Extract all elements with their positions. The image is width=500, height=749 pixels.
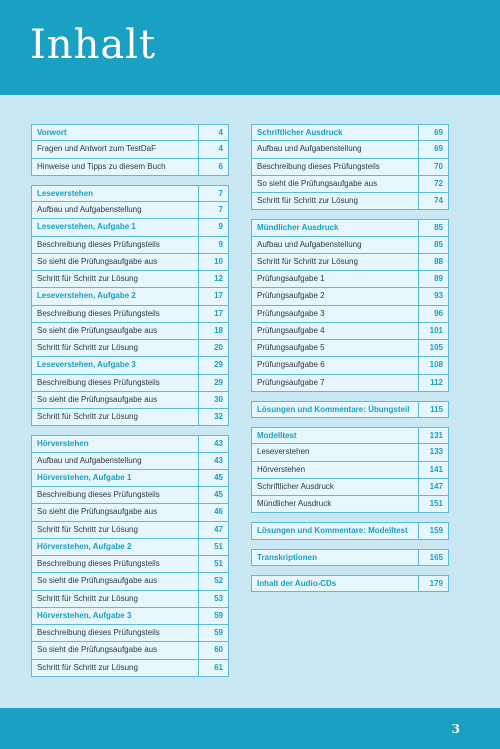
toc-page-number: 108 [418,357,449,373]
toc-page-number: 85 [418,220,449,235]
toc-entry-title: Hörverstehen, Aufgabe 2 [31,539,198,555]
toc-right-column [251,124,449,601]
toc-entry-row[interactable] [31,237,229,254]
toc-entry-title: Schriftlicher Ausdruck [251,479,418,495]
toc-entry-title: Schritt für Schritt zur Lösung [251,193,418,209]
toc-heading-row[interactable] [31,435,229,452]
toc-heading-row[interactable] [31,539,229,556]
toc-page-number: 165 [418,550,449,565]
toc-entry-title: Prüfungsaufgabe 2 [251,288,418,304]
toc-entry-row[interactable] [251,462,449,479]
toc-entry-row[interactable] [31,375,229,392]
toc-entry-title: Schritt für Schritt zur Lösung [31,522,198,538]
toc-entry-row[interactable] [251,193,449,210]
toc-page-number: 10 [198,254,229,270]
toc-page-number: 45 [198,470,229,486]
toc-section [251,522,449,539]
toc-entry-title: Vorwort [31,125,198,140]
toc-entry-title: Schritt für Schritt zur Lösung [31,340,198,356]
toc-page-number: 179 [418,576,449,591]
toc-page-number: 9 [198,237,229,253]
toc-entry-title: Leseverstehen, Aufgabe 2 [31,288,198,304]
toc-entry-row[interactable] [251,340,449,357]
toc-page-number: 32 [198,409,229,425]
toc-entry-row[interactable] [31,392,229,409]
toc-entry-title: Schritt für Schritt zur Lösung [31,660,198,676]
toc-entry-row[interactable] [31,625,229,642]
toc-entry-title: Leseverstehen, Aufgabe 3 [31,357,198,373]
toc-page-number: 69 [418,125,449,140]
toc-entry-row[interactable] [31,306,229,323]
toc-entry-title: Aufbau und Aufgabenstellung [251,141,418,157]
toc-entry-title: Schritt für Schritt zur Lösung [31,591,198,607]
toc-page-number: 29 [198,375,229,391]
toc-entry-row[interactable] [31,522,229,539]
toc-entry-title: So sieht die Prüfungsaufgabe aus [251,176,418,192]
toc-heading-row[interactable] [251,401,449,418]
toc-page-number: 147 [418,479,449,495]
toc-page-number: 61 [198,660,229,676]
toc-page-number: 47 [198,522,229,538]
toc-entry-title: So sieht die Prüfungsaufgabe aus [31,323,198,339]
toc-entry-row[interactable] [31,254,229,271]
toc-entry-title: Prüfungsaufgabe 7 [251,375,418,391]
toc-heading-row[interactable] [31,470,229,487]
toc-entry-row[interactable] [31,642,229,659]
toc-entry-title: Lösungen und Kommentare: Modelltest [251,523,418,538]
toc-page-number: 88 [418,254,449,270]
toc-page-number: 17 [198,288,229,304]
toc-page-number: 74 [418,193,449,209]
toc-entry-title: Prüfungsaufgabe 4 [251,323,418,339]
toc-entry-title: Aufbau und Aufgabenstellung [31,453,198,469]
toc-page-number: 70 [418,159,449,175]
toc-page-number: 9 [198,219,229,235]
toc-section [251,549,449,566]
toc-page-number: 159 [418,523,449,538]
toc-entry-row[interactable] [251,254,449,271]
toc-section [31,124,229,176]
toc-page-number: 69 [418,141,449,157]
toc-section [31,435,229,677]
toc-section [251,427,449,513]
header-banner [0,0,500,95]
toc-entry-title: Mündlicher Ausdruck [251,496,418,512]
toc-entry-title: Schritt für Schritt zur Lösung [31,409,198,425]
toc-page-number: 30 [198,392,229,408]
toc-heading-row[interactable] [251,575,449,592]
toc-page-number: 6 [198,159,229,175]
toc-entry-title: Prüfungsaufgabe 3 [251,306,418,322]
toc-entry-title: Hörverstehen, Aufgabe 3 [31,608,198,624]
toc-entry-row[interactable] [251,237,449,254]
toc-entry-title: So sieht die Prüfungsaufgabe aus [31,642,198,658]
toc-entry-title: Hinweise und Tipps zu diesem Buch [31,159,198,175]
toc-entry-row[interactable] [31,141,229,158]
toc-entry-row[interactable] [31,340,229,357]
toc-page-number: 29 [198,357,229,373]
toc-heading-row[interactable] [251,549,449,566]
toc-entry-title: Hörverstehen [31,436,198,451]
toc-entry-row[interactable] [251,159,449,176]
toc-entry-title: So sieht die Prüfungsaufgabe aus [31,254,198,270]
toc-page-number: 89 [418,271,449,287]
toc-entry-title: So sieht die Prüfungsaufgabe aus [31,392,198,408]
toc-entry-row[interactable] [31,159,229,176]
toc-page-number: 20 [198,340,229,356]
toc-entry-row[interactable] [31,323,229,340]
toc-entry-row[interactable] [251,357,449,374]
toc-page-number: 12 [198,271,229,287]
toc-entry-title: Beschreibung dieses Prüfungsteils [31,556,198,572]
toc-entry-title: Aufbau und Aufgabenstellung [31,202,198,218]
toc-entry-title: Leseverstehen, Aufgabe 1 [31,219,198,235]
toc-entry-row[interactable] [251,288,449,305]
toc-page-number: 7 [198,186,229,201]
toc-entry-title: Leseverstehen [31,186,198,201]
toc-entry-title: Lösungen und Kommentare: Übungsteil [251,402,418,417]
toc-left-column [31,124,229,686]
toc-entry-title: Leseverstehen [251,444,418,460]
toc-page-number: 46 [198,504,229,520]
toc-heading-row[interactable] [251,124,449,141]
toc-entry-title: Aufbau und Aufgabenstellung [251,237,418,253]
toc-entry-row[interactable] [31,504,229,521]
toc-page-number: 72 [418,176,449,192]
toc-entry-title: Prüfungsaufgabe 6 [251,357,418,373]
toc-entry-title: Modelltest [251,428,418,443]
toc-page-number: 4 [198,141,229,157]
toc-heading-row[interactable] [31,357,229,374]
toc-heading-row[interactable] [31,185,229,202]
toc-entry-title: Inhalt der Audio-CDs [251,576,418,591]
toc-entry-row[interactable] [251,323,449,340]
toc-page-number: 52 [198,573,229,589]
toc-heading-row[interactable] [251,522,449,539]
toc-page-number: 60 [198,642,229,658]
toc-section [251,575,449,592]
toc-section [251,401,449,418]
page-title: Inhalt [30,22,157,68]
toc-entry-row[interactable] [251,479,449,496]
toc-page-number: 151 [418,496,449,512]
toc-page-number: 59 [198,608,229,624]
toc-entry-row[interactable] [31,660,229,677]
toc-page-number: 133 [418,444,449,460]
toc-entry-row[interactable] [251,375,449,392]
toc-heading-row[interactable] [31,608,229,625]
toc-page-number: 51 [198,539,229,555]
toc-entry-title: Beschreibung dieses Prüfungsteils [31,237,198,253]
toc-entry-title: Hörverstehen, Aufgabe 1 [31,470,198,486]
toc-page-number: 18 [198,323,229,339]
toc-entry-title: Schritt für Schritt zur Lösung [251,254,418,270]
toc-entry-row[interactable] [251,496,449,513]
toc-entry-title: Beschreibung dieses Prüfungsteils [31,625,198,641]
toc-heading-row[interactable] [251,219,449,236]
toc-entry-title: Schriftlicher Ausdruck [251,125,418,140]
toc-entry-row[interactable] [31,271,229,288]
toc-entry-title: Mündlicher Ausdruck [251,220,418,235]
toc-page-number: 131 [418,428,449,443]
toc-entry-row[interactable] [251,141,449,158]
page-number: 3 [451,722,460,736]
toc-section [31,185,229,427]
toc-entry-title: Schritt für Schritt zur Lösung [31,271,198,287]
footer-banner [0,708,500,749]
toc-entry-row[interactable] [251,306,449,323]
toc-page-number: 141 [418,462,449,478]
toc-entry-title: Fragen und Antwort zum TestDaF [31,141,198,157]
toc-page-number: 115 [418,402,449,417]
toc-page-number: 85 [418,237,449,253]
toc-page-number: 7 [198,202,229,218]
toc-page-number: 4 [198,125,229,140]
toc-page-number: 59 [198,625,229,641]
toc-page-number: 43 [198,436,229,451]
toc-heading-row[interactable] [31,288,229,305]
toc-entry-row[interactable] [251,271,449,288]
toc-heading-row[interactable] [251,427,449,444]
toc-page-number: 101 [418,323,449,339]
toc-entry-title: Prüfungsaufgabe 5 [251,340,418,356]
toc-entry-row[interactable] [31,409,229,426]
toc-entry-title: So sieht die Prüfungsaufgabe aus [31,504,198,520]
toc-page-number: 96 [418,306,449,322]
toc-page-number: 43 [198,453,229,469]
toc-entry-title: Hörverstehen [251,462,418,478]
toc-page-number: 45 [198,487,229,503]
toc-entry-title: Beschreibung dieses Prüfungsteils [31,375,198,391]
toc-section [251,219,449,392]
toc-entry-title: Prüfungsaufgabe 1 [251,271,418,287]
toc-page-number: 105 [418,340,449,356]
toc-entry-title: Beschreibung dieses Prüfungsteils [31,306,198,322]
toc-entry-row[interactable] [31,487,229,504]
toc-heading-row[interactable] [31,219,229,236]
toc-entry-row[interactable] [31,556,229,573]
toc-entry-title: Beschreibung dieses Prüfungsteils [251,159,418,175]
toc-page-number: 93 [418,288,449,304]
toc-heading-row[interactable] [31,124,229,141]
toc-entry-title: So sieht die Prüfungsaufgabe aus [31,573,198,589]
toc-entry-row[interactable] [31,591,229,608]
toc-entry-row[interactable] [31,453,229,470]
toc-entry-title: Transkriptionen [251,550,418,565]
toc-page-number: 17 [198,306,229,322]
toc-page-number: 51 [198,556,229,572]
toc-section [251,124,449,210]
toc-page-number: 112 [418,375,449,391]
toc-entry-row[interactable] [31,573,229,590]
toc-entry-row[interactable] [251,176,449,193]
toc-entry-row[interactable] [31,202,229,219]
toc-entry-title: Beschreibung dieses Prüfungsteils [31,487,198,503]
toc-page-number: 53 [198,591,229,607]
toc-entry-row[interactable] [251,444,449,461]
